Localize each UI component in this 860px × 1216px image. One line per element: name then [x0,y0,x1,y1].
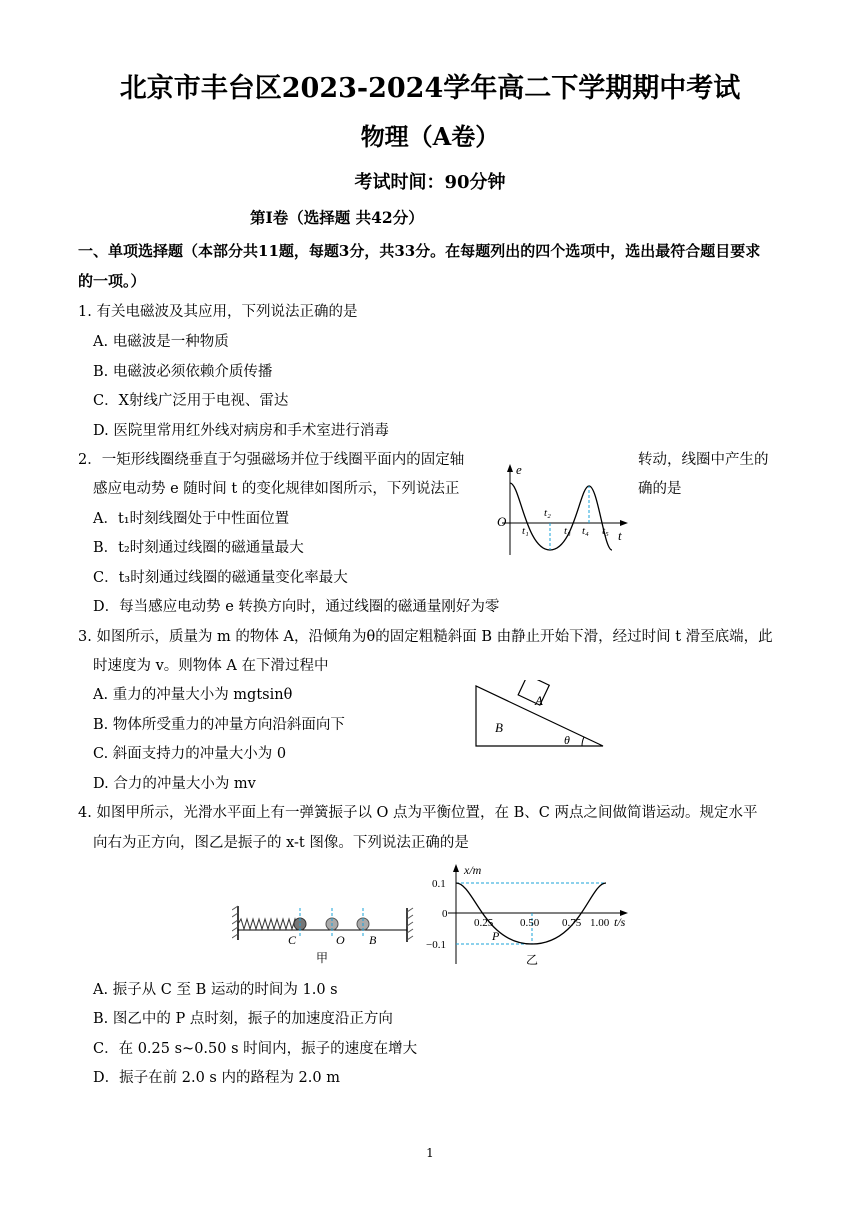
q2-stem-line1a: 2．一矩形线圈绕垂直于匀强磁场并位于线圈平面内的固定轴 [78,452,465,468]
q1-stem: 1. 有关电磁波及其应用，下列说法正确的是 [78,304,358,320]
q4-xlabel: t/s [614,915,626,929]
q3-option-a: A. 重力的冲量大小为 mgtsinθ [93,687,293,703]
q4-ytick-neg: −0.1 [426,939,446,951]
q4-xtick-050: 0.50 [520,917,540,929]
q1-option-a: A. 电磁波是一种物质 [93,334,229,350]
q3-stem-line1: 3. 如图所示，质量为 m 的物体 A，沿倾角为θ的固定粗糙斜面 B 由静止开始下滑，经过时间 t 滑至底端，此 [78,629,773,645]
q3-incline-label: B [495,720,503,735]
q2-tick-t1: t₁ [522,525,529,537]
q4-label-c: C [288,933,297,947]
q2-ylabel: e [516,462,522,477]
q3-stem-line2: 时速度为 v。则物体 A 在下滑过程中 [93,658,329,674]
q2-option-a: A．t₁时刻线圈处于中性面位置 [93,511,290,527]
q4-stem-line2: 向右为正方向，图乙是振子的 x-t 图像。下列说法正确的是 [93,835,469,851]
q2-option-c: C．t₃时刻通过线圈的磁通量变化率最大 [93,570,348,586]
exam-time: 考试时间：90分钟 [354,172,506,193]
q4-spring-oscillator-figure [232,900,417,966]
q1-option-b: B. 电磁波必须依赖介质传播 [93,364,273,380]
q4-ytick-zero: 0 [442,908,448,920]
q4-point-p: P [492,929,500,943]
q2-tick-t5: t₅ [602,525,609,537]
page-number: 1 [426,1146,434,1160]
q2-xlabel: t [618,528,622,543]
q4-xt-graph [422,860,634,970]
q4-spring [238,919,300,929]
q4-option-c: C．在 0.25 s~0.50 s 时间内，振子的速度在增大 [93,1041,418,1057]
q2-stem-line2a: 感应电动势 e 随时间 t 的变化规律如图所示，下列说法正 [93,481,460,497]
q3-incline-figure [470,680,610,752]
part-title: 第I卷（选择题 共42分） [250,208,424,227]
q2-tick-t3: t₃ [564,525,571,537]
q1-option-c: C．X射线广泛用于电视、雷达 [93,393,289,409]
q3-angle-label: θ [564,733,570,747]
q1-option-d: D. 医院里常用红外线对病房和手术室进行消毒 [93,423,389,439]
q4-label-o: O [336,933,345,947]
q2-stem-line2b: 确的是 [638,481,682,497]
q4-caption-jia: 甲 [316,951,329,965]
document-title: 北京市丰台区2023-2024学年高二下学期期中考试 [119,73,741,104]
q2-tick-t4: t₄ [582,525,589,537]
q4-option-d: D．振子在前 2.0 s 内的路程为 2.0 m [93,1070,340,1086]
q2-origin: O [497,514,507,529]
section-instruction-line2: 的一项。） [78,272,146,290]
q4-xtick-025: 0.25 [474,917,494,929]
q3-option-b: B. 物体所受重力的冲量方向沿斜面向下 [93,717,345,733]
q3-block-label: A [535,693,543,708]
q2-emf-curve [510,483,612,550]
q2-option-d: D．每当感应电动势 e 转换方向时，通过线圈的磁通量刚好为零 [93,599,500,615]
q3-option-c: C. 斜面支持力的冲量大小为 0 [93,746,287,762]
q4-stem-line1: 4. 如图甲所示，光滑水平面上有一弹簧振子以 O 点为平衡位置，在 B、C 两点之间做简谐运动。规定水平 [78,805,758,821]
q4-option-b: B. 图乙中的 P 点时刻，振子的加速度沿正方向 [93,1011,393,1027]
q4-ylabel: x/m [464,863,482,877]
q4-label-b: B [369,933,377,947]
q4-ytick-pos: 0.1 [432,878,446,890]
q2-stem-line1b: 转动，线圈中产生的 [638,452,769,468]
document-subtitle: 物理（A卷） [360,122,500,151]
q3-block [518,680,549,705]
q2-tick-t2: t₂ [544,507,551,519]
q2-emf-graph [492,460,632,560]
q4-option-a: A. 振子从 C 至 B 运动的时间为 1.0 s [93,982,338,998]
q3-option-d: D. 合力的冲量大小为 mv [93,776,256,792]
q4-xtick-100: 1.00 [590,917,610,929]
q4-caption-yi: 乙 [526,953,539,967]
q4-xtick-075: 0.75 [562,917,582,929]
q2-option-b: B．t₂时刻通过线圈的磁通量最大 [93,540,304,556]
section-instruction-line1: 一、单项选择题（本部分共11题，每题3分，共33分。在每题列出的四个选项中，选出最符合题目要求 [78,242,761,260]
